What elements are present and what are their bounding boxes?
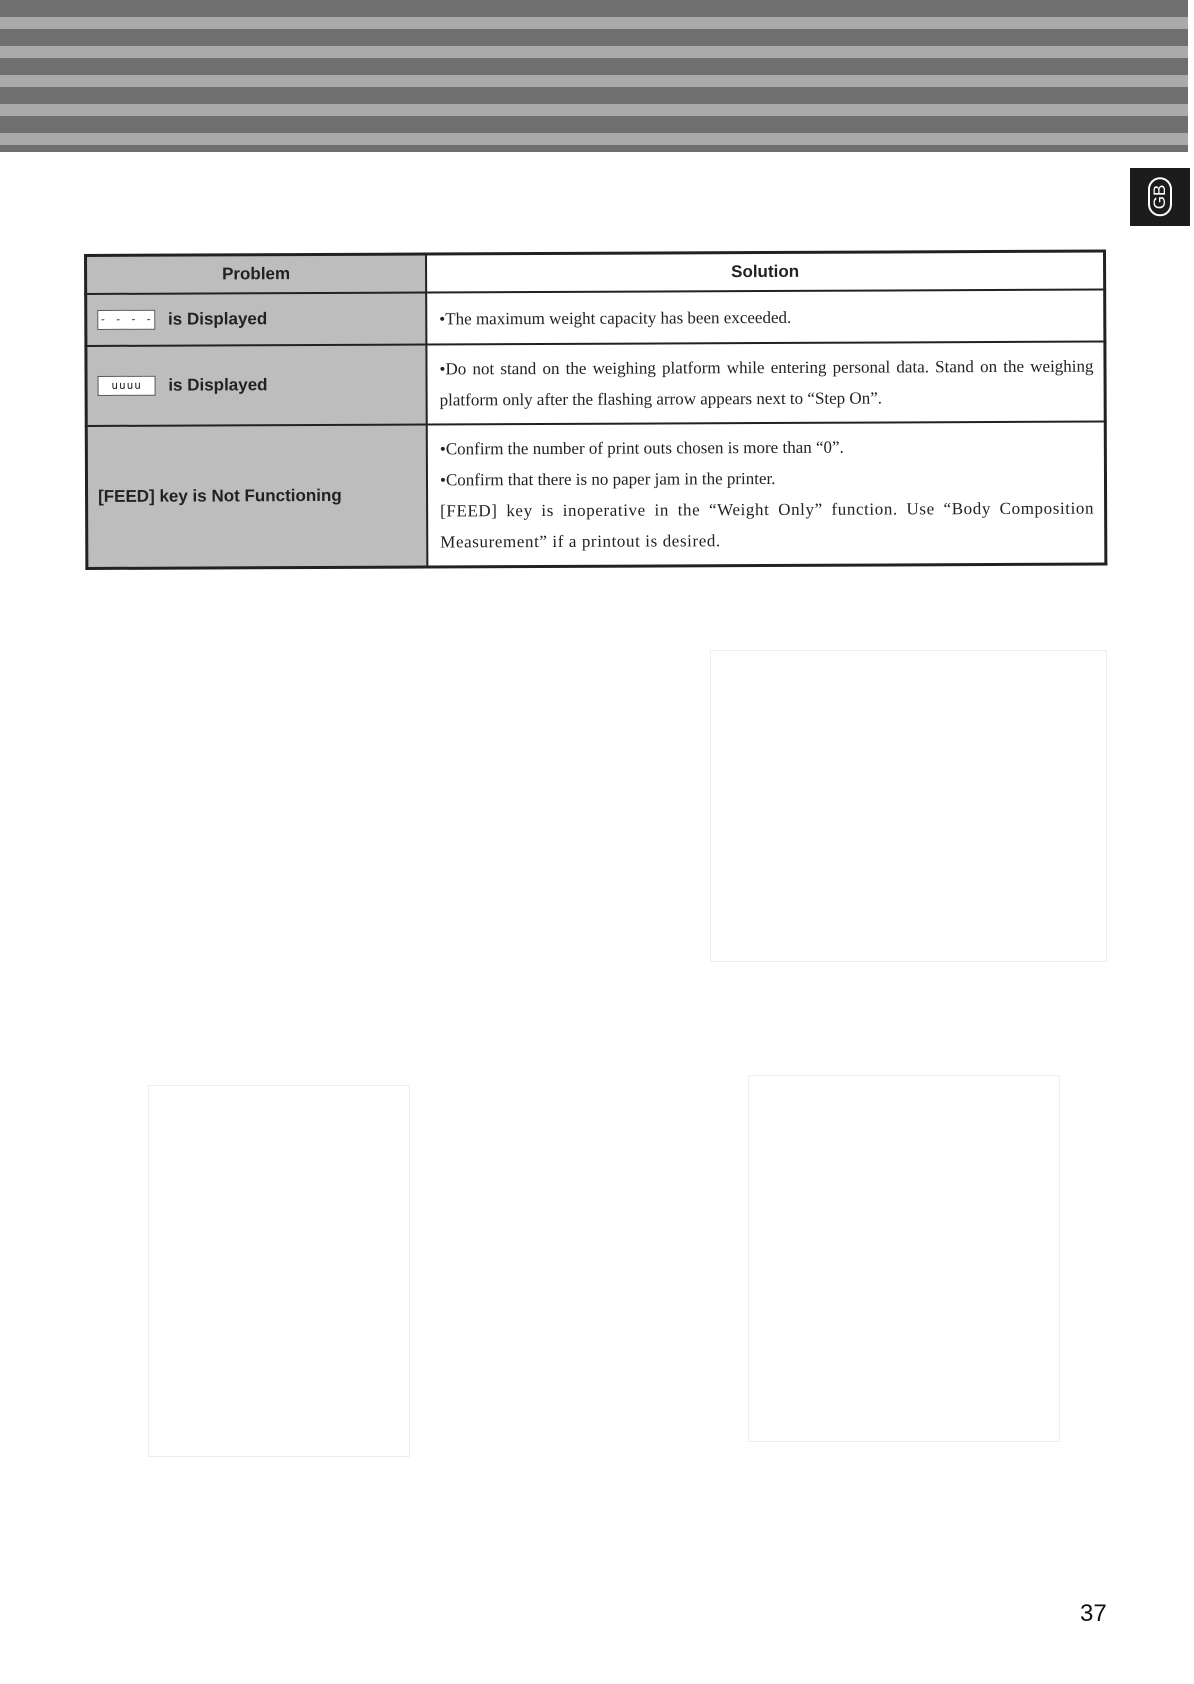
display-symbol-dashes: - - - - — [97, 310, 155, 330]
table-row — [86, 290, 1105, 346]
show-through-connector-left-ghost — [148, 1085, 410, 1457]
solution-cell — [426, 342, 1105, 425]
solution-line: [FEED] key is inoperative in the “Weight Only” function. Use “Body Composition Measurement” if a printout is desired. — [440, 498, 1095, 552]
show-through-table-ghost — [710, 650, 1107, 962]
problem-cell — [86, 345, 427, 426]
problem-cell — [86, 425, 427, 569]
solution-line: •Do not stand on the weighing platform while entering personal data. Stand on the weighing platform only after the flashing arrow appears next to “Step On”. — [439, 356, 1094, 410]
table-row — [86, 422, 1106, 569]
problem-cell — [86, 293, 427, 346]
problem-text: is Displayed — [168, 374, 268, 395]
header-stripe-band — [0, 0, 1188, 152]
solution-cell — [426, 290, 1105, 345]
problem-column-header: Problem — [86, 254, 427, 294]
problem-text: is Displayed — [167, 308, 268, 329]
troubleshooting-table — [84, 250, 1107, 570]
solution-cell — [427, 422, 1106, 567]
display-symbol-uuuu: uuuu — [98, 376, 156, 396]
show-through-connector-right-ghost — [748, 1075, 1060, 1442]
page-number: 37 — [1080, 1600, 1107, 1627]
troubleshooting-table-container — [84, 250, 1107, 570]
table-row — [86, 342, 1105, 426]
problem-text: [FEED] key is Not Functioning — [98, 485, 342, 506]
table-header-row — [86, 251, 1105, 294]
solution-line: •The maximum weight capacity has been exceeded. — [439, 307, 792, 328]
solution-column-header: Solution — [426, 251, 1105, 292]
language-tab-label: GB — [1148, 178, 1172, 217]
solution-line: •Confirm that there is no paper jam in the printer. — [439, 468, 776, 490]
solution-line: •Confirm the number of print outs chosen is more than “0”. — [439, 437, 844, 459]
language-tab — [1130, 168, 1190, 226]
